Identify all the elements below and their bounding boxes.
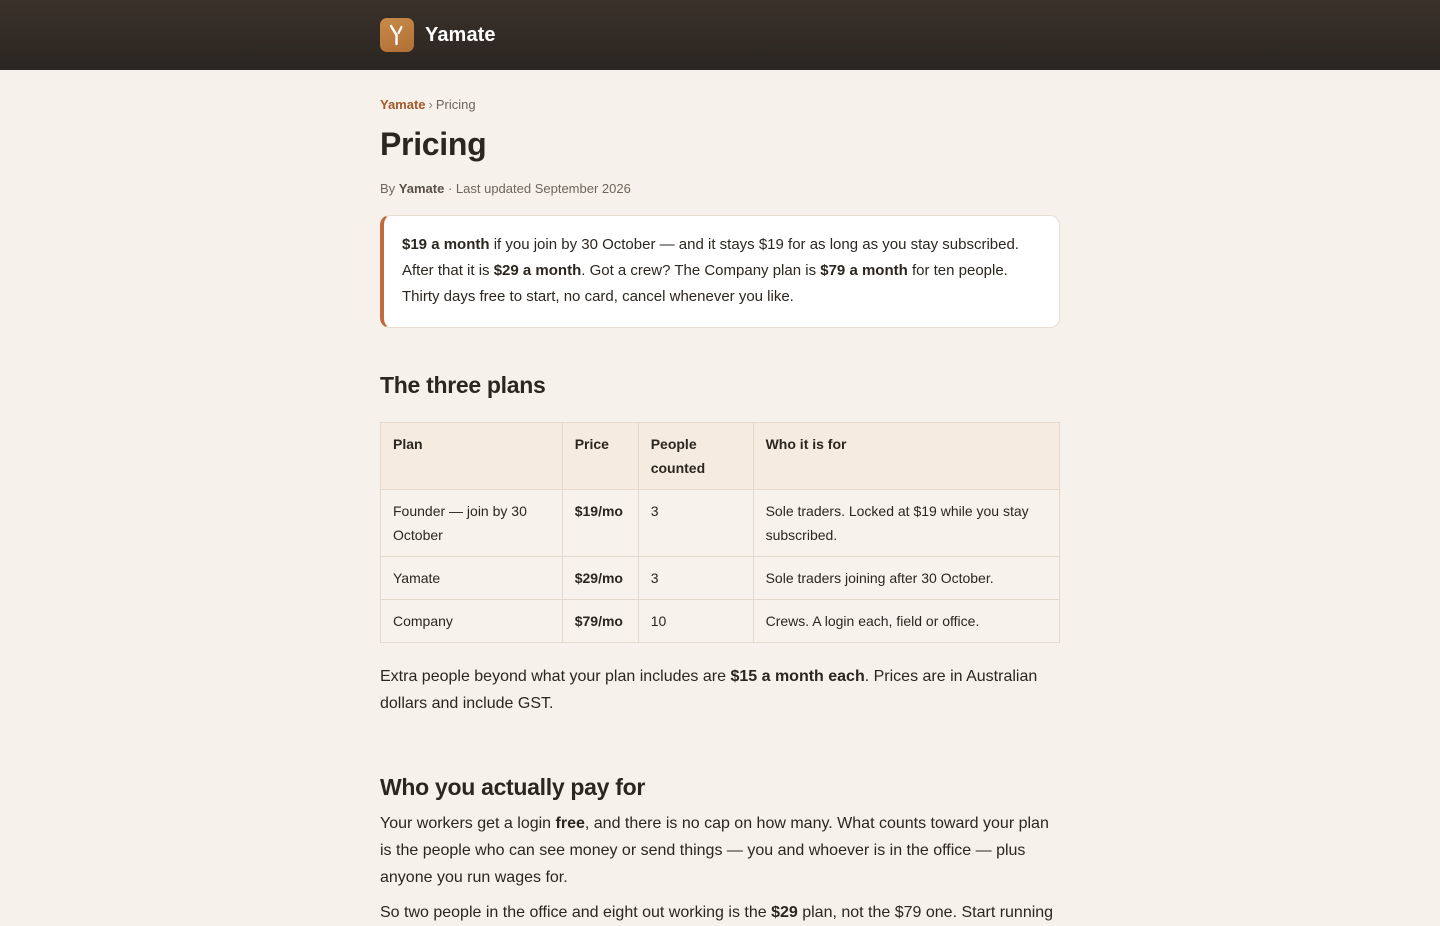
plan-people: 10 [638,600,753,643]
plans-heading: The three plans [380,372,546,398]
pricing-summary-callout [380,215,1060,328]
column-header-plan: Plan [381,423,563,490]
plan-price: $79/mo [562,600,638,643]
byline-prefix: By [380,181,396,196]
paragraph-text: So two people in the office and eight out working is the [380,904,772,921]
callout-text: . Got a crew? The Company plan is [581,262,821,279]
who-you-pay-for-heading: Who you actually pay for [380,774,646,800]
column-header-price: Price [562,423,638,490]
extra-person-price: $15 a month each [730,668,865,685]
plan-audience: Crews. A login each, field or office. [753,600,1059,643]
table-header-row [381,423,1060,490]
breadcrumb [380,97,1060,112]
plan-name: Company [381,600,563,643]
breadcrumb-current: Pricing [435,97,476,112]
brand-link[interactable] [380,18,496,52]
plan-people: 3 [638,557,753,600]
callout-text: if you join by 30 October — and it stays $19 for as long as you stay subscribed. After that it is [402,236,1019,279]
plan-audience: Sole traders. Locked at $19 while you stay subscribed. [753,490,1059,557]
example-paragraph [380,899,1060,926]
plan-price: $29/mo [562,557,638,600]
note-text: . Prices are in Australian dollars and include GST. [380,668,1038,712]
callout-standard-price: $29 a month [493,262,582,279]
byline-author: Yamate [398,181,445,196]
brand-name: Yamate [425,23,496,46]
plan-price: $19/mo [562,490,638,557]
breadcrumb-separator: › [428,97,433,112]
example-price: $29 [771,904,798,921]
yamate-logo-icon [380,18,414,52]
byline-updated: · Last updated September 2026 [447,181,631,196]
extra-people-note [380,663,1060,717]
plan-people: 3 [638,490,753,557]
column-header-who: Who it is for [753,423,1059,490]
plan-name: Founder — join by 30 October [381,490,563,557]
callout-founder-price: $19 a month [402,236,490,253]
workers-paragraph [380,810,1060,891]
free-emphasis: free [555,815,585,832]
column-header-people: People counted [638,423,753,490]
byline [380,181,1060,196]
callout-text: for ten people. Thirty days free to start, no card, cancel whenever you like. [402,262,1008,305]
paragraph-text: Your workers get a login [380,815,556,832]
breadcrumb-home-link[interactable]: Yamate [380,97,426,112]
page-title: Pricing [380,126,487,162]
paragraph-text: , and there is no cap on how many. What counts toward your plan is the people who can see money or send things — you and whoever is in the office — plus anyone you run wages for. [380,815,1049,886]
article [380,70,1060,926]
plan-name: Yamate [381,557,563,600]
plan-audience: Sole traders joining after 30 October. [753,557,1059,600]
table-row [381,600,1060,643]
table-row [381,557,1060,600]
plans-table [380,422,1060,643]
table-row [381,490,1060,557]
callout-company-price: $79 a month [820,262,908,279]
top-bar [0,0,1440,70]
note-text: Extra people beyond what your plan includes are [380,668,731,685]
paragraph-text: plan, not the $79 one. Start running [797,904,1054,921]
